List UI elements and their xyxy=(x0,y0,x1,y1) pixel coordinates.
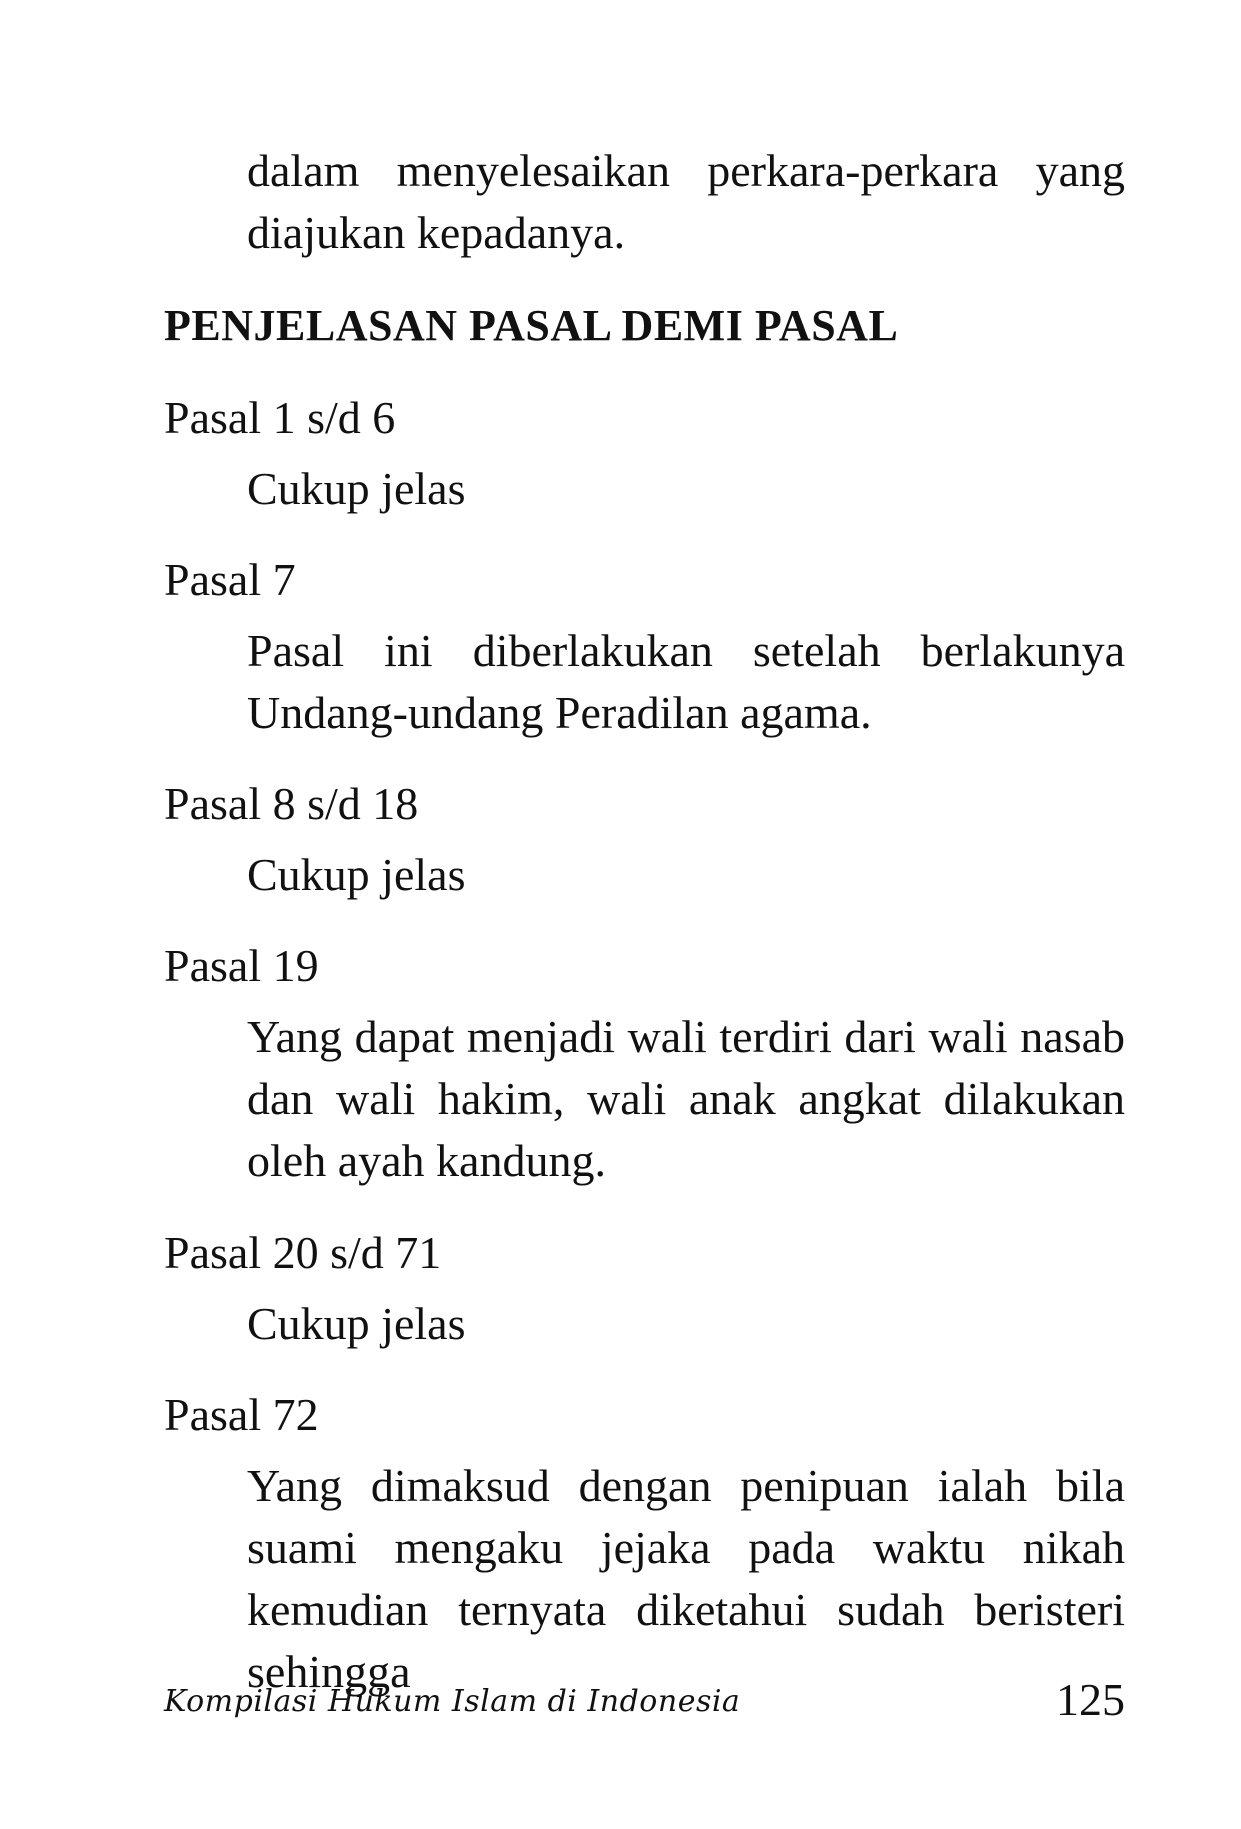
pasal-body: Cukup jelas xyxy=(247,849,466,900)
pasal-label: Pasal 1 s/d 6 xyxy=(164,392,396,443)
section-heading: PENJELASAN PASAL DEMI PASAL xyxy=(164,301,899,350)
intro-paragraph: dalam menyelesaikan perkara-perkara yang diajukan kepadanya. xyxy=(247,145,1125,258)
pasal-label: Pasal 20 s/d 71 xyxy=(164,1227,442,1278)
pasal-body: Yang dimaksud dengan penipuan ialah bila suami mengaku jejaka pada waktu nikah kemudian ternyata diketahui sudah beristeri sehingga xyxy=(247,1460,1125,1697)
page-number: 125 xyxy=(1056,1674,1125,1725)
pasal-label: Pasal 7 xyxy=(164,554,296,605)
pasal-body: Pasal ini diberlakukan setelah berlakunya Undang-undang Peradilan agama. xyxy=(247,625,1125,738)
pasal-body: Yang dapat menjadi wali terdiri dari wali nasab dan wali hakim, wali anak angkat dilakukan oleh ayah kandung. xyxy=(247,1011,1125,1186)
footer-book-title: Kompilasi Hukum Islam di Indonesia xyxy=(164,1684,741,1719)
pasal-label: Pasal 19 xyxy=(164,940,319,991)
pasal-body: Cukup jelas xyxy=(247,1298,466,1349)
pasal-label: Pasal 8 s/d 18 xyxy=(164,778,419,829)
pasal-label: Pasal 72 xyxy=(164,1389,319,1440)
pasal-body: Cukup jelas xyxy=(247,463,466,514)
